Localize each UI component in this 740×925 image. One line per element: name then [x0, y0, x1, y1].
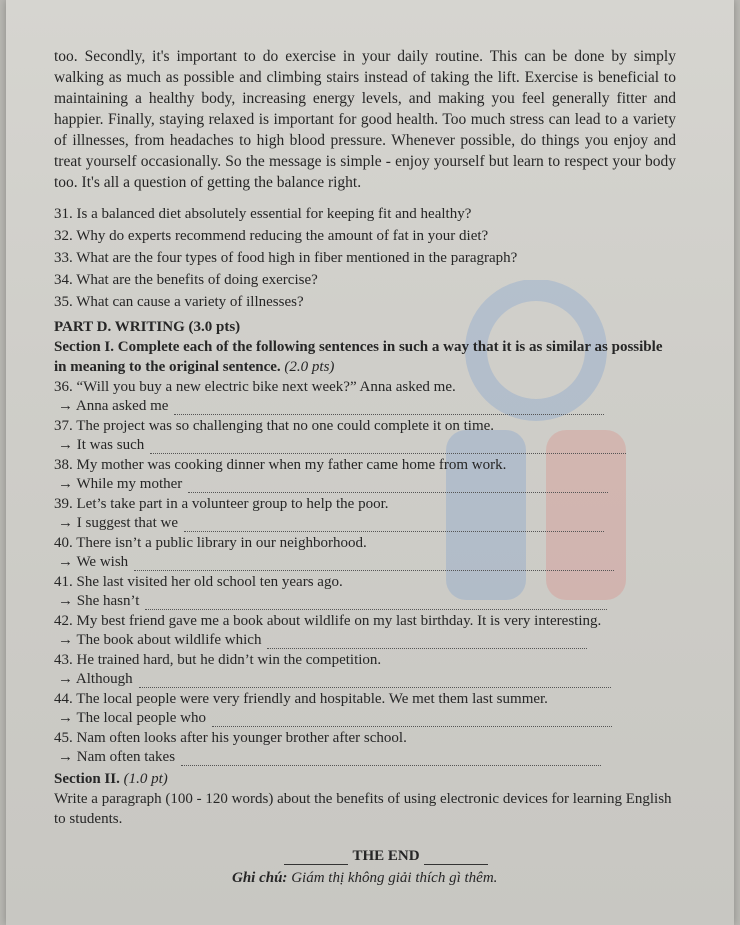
end-rule-right [424, 854, 488, 865]
dotted-line [184, 519, 604, 532]
item-44 [54, 689, 676, 727]
question-34: 34. What are the benefits of doing exercise? [54, 272, 318, 288]
item-stem: 42. My best friend gave me a book about wildlife on my last birthday. It is very interesting. [54, 613, 602, 629]
answer-line[interactable] [58, 514, 676, 532]
section-2-title: Section II. [54, 771, 120, 787]
question-31: 31. Is a balanced diet absolutely essential for keeping fit and healthy? [54, 206, 472, 222]
question-35: 35. What can cause a variety of illnesses? [54, 294, 304, 310]
question-list [54, 203, 676, 313]
section-1-instructions [54, 337, 676, 377]
answer-prompt: → She hasn’t [58, 593, 140, 609]
dotted-line [212, 714, 612, 727]
answer-prompt: → While my mother [58, 476, 183, 492]
dotted-line [181, 753, 601, 766]
item-stem: 38. My mother was cooking dinner when my father came home from work. [54, 457, 507, 473]
end-rule-left [284, 854, 348, 865]
item-stem: 39. Let’s take part in a volunteer group to help the poor. [54, 496, 389, 512]
answer-line[interactable] [58, 475, 676, 493]
dotted-line [174, 402, 604, 415]
item-37 [54, 416, 676, 454]
item-41 [54, 572, 676, 610]
item-36 [54, 377, 676, 415]
item-39 [54, 494, 676, 532]
item-40 [54, 533, 676, 571]
rewrite-items [54, 377, 676, 766]
item-42 [54, 611, 676, 649]
answer-prompt: → We wish [58, 554, 129, 570]
answer-line[interactable] [58, 748, 676, 766]
answer-prompt: → It was such [58, 437, 145, 453]
item-stem: 43. He trained hard, but he didn’t win the competition. [54, 652, 382, 668]
item-43 [54, 650, 676, 688]
item-stem: 36. “Will you buy a new electric bike next week?” Anna asked me. [54, 379, 456, 395]
section-1-points: (2.0 pts) [284, 359, 335, 375]
answer-line[interactable] [58, 397, 676, 415]
answer-prompt: → Anna asked me [58, 398, 169, 414]
question-32: 32. Why do experts recommend reducing the amount of fat in your diet? [54, 228, 489, 244]
exam-content [54, 46, 676, 829]
item-stem: 37. The project was so challenging that no one could complete it on time. [54, 418, 495, 434]
answer-line[interactable] [58, 709, 676, 727]
question-33: 33. What are the four types of food high in fiber mentioned in the paragraph? [54, 250, 518, 266]
dotted-line [145, 597, 607, 610]
exam-sheet [6, 0, 734, 925]
answer-line[interactable] [58, 592, 676, 610]
answer-prompt: → I suggest that we [58, 515, 178, 531]
item-stem: 45. Nam often looks after his younger brother after school. [54, 730, 407, 746]
dotted-line [139, 675, 611, 688]
item-stem: 44. The local people were very friendly and hospitable. We met them last summer. [54, 691, 548, 707]
answer-line[interactable] [58, 553, 676, 571]
writing-task: Write a paragraph (100 - 120 words) about the benefits of using electronic devices for learning English to students. [54, 791, 672, 827]
proctor-note [232, 870, 497, 887]
note-text: Giám thị không giải thích gì thêm. [291, 870, 498, 886]
dotted-line [134, 558, 614, 571]
answer-line[interactable] [58, 631, 676, 649]
answer-prompt: → The book about wildlife which [58, 632, 262, 648]
section-2-points: (1.0 pt) [123, 771, 168, 787]
end-marker [276, 848, 496, 865]
part-d-heading: PART D. WRITING (3.0 pts) [54, 319, 241, 335]
answer-line[interactable] [58, 670, 676, 688]
section-1-title: Section I. Complete each of the following sentences in such a way that it is as similar as possible in meaning to the original sentence. [54, 339, 663, 375]
section-2-heading [54, 770, 676, 789]
item-stem: 40. There isn’t a public library in our neighborhood. [54, 535, 367, 551]
note-label: Ghi chú: [232, 870, 288, 886]
end-label: THE END [352, 848, 420, 864]
item-38 [54, 455, 676, 493]
answer-line[interactable] [58, 436, 676, 454]
answer-prompt: → Nam often takes [58, 749, 176, 765]
answer-prompt: → Although [58, 671, 133, 687]
dotted-line [150, 441, 626, 454]
reading-passage: too. Secondly, it's important to do exercise in your daily routine. This can be done by simply walking as much as possible and climbing stairs instead of taking the lift. Exercise is beneficial to maintaining a healthy body, increasing energy levels, and making you feel generally fitter and happier. Finally, staying relaxed is important for good health. Too much stress can lead to a variety of illnesses, from headaches to high blood pressure. Whenever possible, do things you enjoy and treat yourself occasionally. So the message is simple - enjoy yourself but learn to respect your body too. It's all a question of getting the balance right. [54, 48, 676, 191]
item-45 [54, 728, 676, 766]
dotted-line [267, 636, 587, 649]
item-stem: 41. She last visited her old school ten years ago. [54, 574, 343, 590]
answer-prompt: → The local people who [58, 710, 207, 726]
dotted-line [188, 480, 608, 493]
